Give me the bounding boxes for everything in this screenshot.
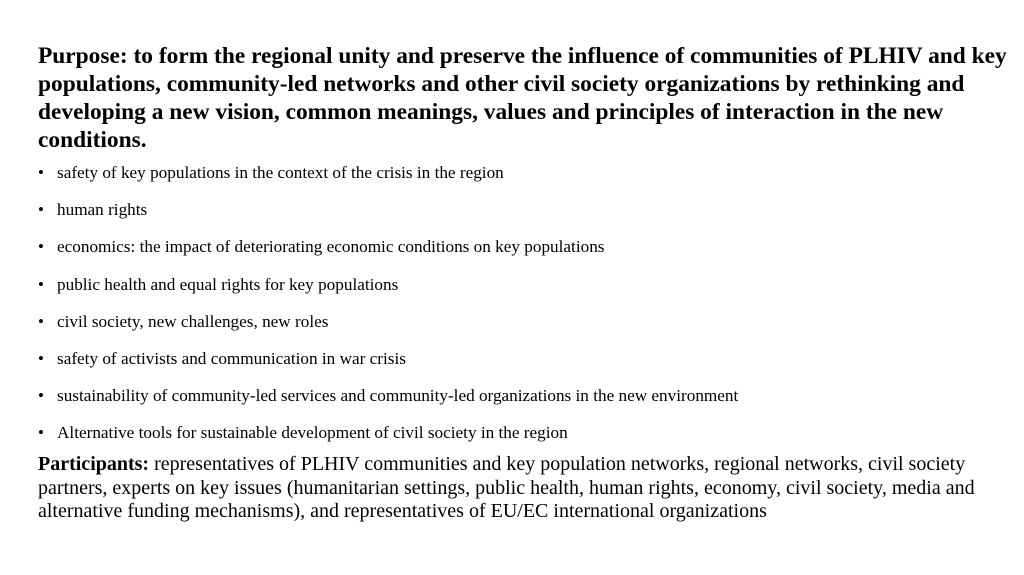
participants-text: representatives of PLHIV communities and key population networks, regional networks, civil society partners, experts on key issues (humanitarian settings, public health, human rights, economy, civil society, media and alternative funding mechanisms), and representatives of EU/EC international organizations [38, 453, 975, 522]
participants-paragraph [38, 453, 978, 524]
list-item-text: civil society, new challenges, new roles [57, 311, 329, 331]
list-item-text: Alternative tools for sustainable development of civil society in the region [57, 423, 568, 443]
bullet-icon: • [38, 163, 44, 182]
list-item-text: safety of activists and communication in war crisis [57, 348, 406, 368]
list-item-text: sustainability of community-led services and community-led organizations in the new environment [57, 386, 739, 406]
list-item [38, 272, 998, 309]
bullet-icon: • [38, 311, 44, 331]
list-item [38, 197, 998, 234]
list-item-text: safety of key populations in the context of the crisis in the region [57, 163, 504, 182]
list-item [38, 420, 998, 457]
list-item-text: public health and equal rights for key populations [57, 274, 399, 294]
bullet-icon: • [38, 237, 44, 257]
bullet-icon: • [38, 274, 44, 294]
bullet-icon: • [38, 386, 44, 406]
bullet-icon: • [38, 348, 44, 368]
list-item-text: human rights [57, 200, 148, 220]
purpose-statement: Purpose: to form the regional unity and preserve the influence of communities of PLHIV and key populations, community-led networks and other civil society organizations by rethinking and developing a new vision, common meanings, values and principles of interaction in the new conditions. [38, 43, 1007, 153]
list-item [38, 383, 998, 420]
bullet-icon: • [38, 200, 44, 220]
participants-label: Participants: [38, 453, 150, 475]
bullet-icon: • [38, 423, 44, 443]
topics-list [38, 160, 998, 458]
list-item [38, 346, 998, 383]
list-item [38, 309, 998, 346]
list-item-text: economics: the impact of deteriorating economic conditions on key populations [57, 237, 605, 257]
list-item [38, 234, 998, 271]
list-item [38, 160, 998, 197]
